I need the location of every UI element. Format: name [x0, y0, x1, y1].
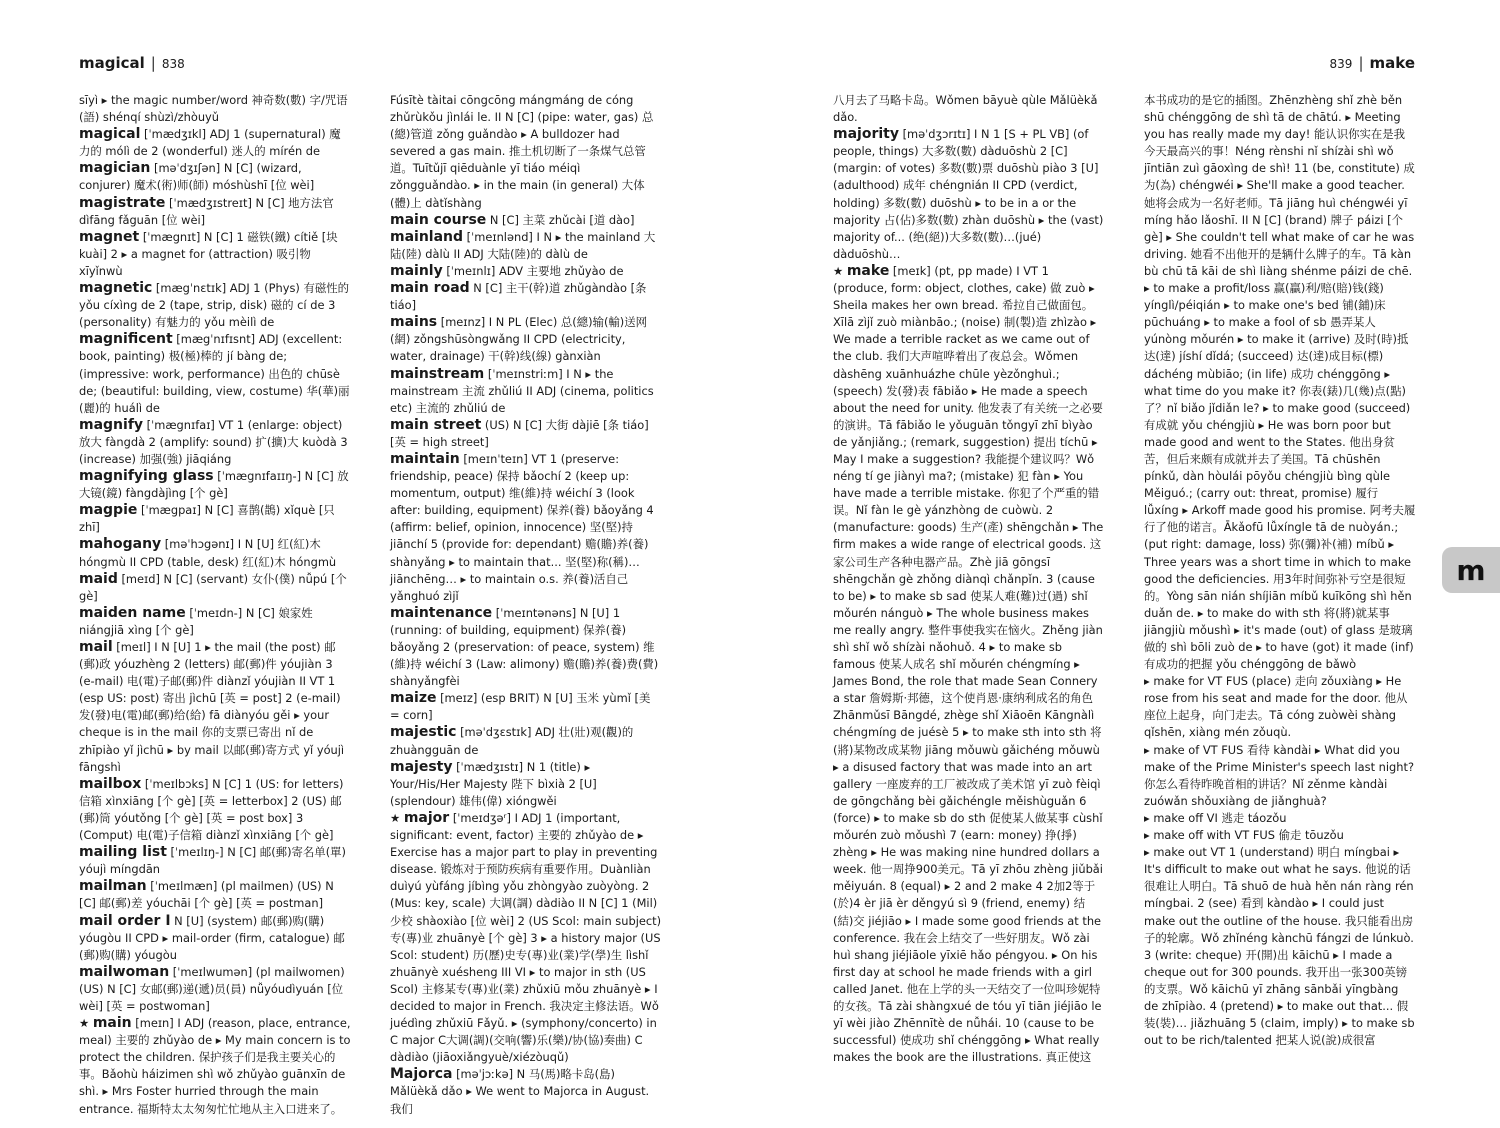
dictionary-entry: Majorca [məˈjɔːkə] N 马(馬)略卡岛(島) Mǎlüèkǎ dǎo ▸ We went to Majorca in August. 我们 [390, 1066, 650, 1116]
dictionary-entry: mailing list [ˈmeɪlɪŋ-] N [C] 邮(郵)寄名单(單) yóujì míngdān [79, 844, 346, 877]
dictionary-entry: magpie [ˈmægpaɪ] N [C] 喜鹊(鵲) xǐquè [只 zhī] [79, 502, 335, 535]
column-3 [833, 92, 1105, 1102]
column-1 [79, 92, 351, 1116]
dictionary-entry: ▸ make off VI 逃走 táozǒu [1144, 810, 1287, 825]
header-separator: | [150, 54, 156, 72]
dictionary-entry: mainland [ˈmeɪnlənd] I N ▸ the mainland 大陆(陸) dàlù II ADJ 大陆(陸)的 dàlù de [390, 228, 656, 261]
dictionary-entry: ▸ make off with VT FUS 偷走 tōuzǒu [1144, 828, 1344, 843]
letter-thumb-tab: m [1442, 547, 1500, 593]
dictionary-entry: majesty [ˈmædʒɪstɪ] N 1 (title) ▸ Your/His/Her Majesty 陛下 bìxià 2 [U] (splendour) 雄伟(偉) xióngwěi [390, 758, 597, 808]
dictionary-entry: maintain [meɪnˈteɪn] VT 1 (preserve: friendship, peace) 保持 bǎochí 2 (keep up: momentum, output) 维(維)持 wéichí 3 (look after: building, equipment) 保养(養) bǎoyǎng 4 (affirm: belief, opinion, innocence) 坚(堅)持 jiānchí 5 (provide for: dependant) 赡(贍)养(養) shànyǎng ▸ to maintain that... 坚(堅)称(稱)… jiānchēng… ▸ to maintain o.s. 养(養)活自己 yǎnghuó zìjǐ [390, 450, 654, 603]
right-page [750, 0, 1500, 1128]
page-number: 839 [1329, 57, 1353, 71]
dictionary-entry: magnify [ˈmægnɪfaɪ] VT 1 (enlarge: object) 放大 fàngdà 2 (amplify: sound) 扩(擴)大 kuòdà 3 (increase) 加强(強) jiāqiáng [79, 416, 348, 466]
dictionary-entry: mail [meɪl] I N [U] 1 ▸ the mail (the post) 邮(郵)政 yóuzhèng 2 (letters) 邮(郵)件 yóujiàn 3 (e-mail) 电(電)子邮(郵)件 diànzǐ yóujiàn II VT 1 (esp US: post) 寄出 jìchū [英 = post] 2 (e-mail) 发(發)电(電)邮(郵)给(給) fā diànyóu gěi ▸ your cheque is in the mail 你的支票已寄出 nǐ de zhīpiào yǐ jìchū ▸ by mail 以邮(郵)寄方式 yǐ yóujì fāngshì [79, 639, 345, 774]
dictionary-entry: ★ major [ˈmeɪdʒəʳ] I ADJ 1 (important, significant: event, factor) 主要的 zhǔyào de ▸ Exercise has a major part to play in preventing disease. 锻炼对于预防疾病有重要作用。Duànliàn duìyú yùfáng jíbìng yǒu zhòngyào zuòyòng. 2 (Mus: key, scale) 大调(調) dàdiào II N [C] 1 (Mil) 少校 shàoxiào [位 wèi] 2 (US Scol: main subject) 专(專)业 zhuānyè [个 gè] 3 ▸ a history major (US Scol: student) 历(歷)史专(專)业(業)学(學)生 lìshǐ zhuānyè xuésheng III VI ▸ to major in sth (US Scol) 主修某专(專)业(業) zhǔxiū mǒu zhuānyè ▸ I decided to major in French. 我决定主修法语。Wǒ juédìng zhǔxiū Fǎyǔ. ▸ (symphony/concerto) in C major C大调(調)(交响(響)乐(樂)/协(協)奏曲) C dàdiào (jiāoxiǎngyuè/xiézòuqǔ) [390, 809, 662, 1065]
guide-word: make [1369, 54, 1415, 72]
dictionary-entry: mains [meɪnz] I N PL (Elec) 总(總)输(輸)送网(網) zǒngshūsòngwǎng II CPD (electricity, water, drainage) 干(幹)线(線) gànxiàn [390, 314, 648, 364]
dictionary-entry: 本书成功的是它的插图。Zhēnzhèng shǐ zhè běn shū chénggōng de shì tā de chātú. ▸ Meeting you has really made my day! 能认识你实在是我今天最高兴的事！Néng rènshi nǐ shízài shì wǒ jīntiān zuì gāoxìng de shì! 11 (be, constitute) 成为(為) chéngwéi ▸ She'll make a good teacher. 她将会成为一名好老师。Tā jiāng huì chéngwéi yī míng hǎo lǎoshī. II N [C] (brand) 牌子 páizi [个 gè] ▸ She couldn't tell what make of car he was driving. 她看不出他开的是辆什么牌子的车。Tā kàn bù chū tā kāi de shì liàng shénme páizi de chē. ▸ to make a profit/loss 赢(贏)利/赔(賠)钱(錢) yínglì/péiqián ▸ to make one's bed 铺(鋪)床 pūchuáng ▸ to make a fool of sb 愚弄某人 yúnòng mǒurén ▸ to make it (arrive) 及时(時)抵达(達) jíshí dǐdá; (succeed) 达(達)成目标(標) dáchéng mùbiāo; (in life) 成功 chénggōng ▸ what time do you make it? 你表(錶)几(幾)点(點)了？nǐ biǎo jǐdiǎn le? ▸ to make good (succeed) 有成就 yǒu chéngjiù ▸ He was born poor but made good and went to the States. 他出身贫苦，但后来颇有成就并去了美国。Tā chūshēn pínkǔ, dàn hòulái pōyǒu chéngjiù bìng qùle Měiguó.; (carry out: threat, promise) 履行 lǚxíng ▸ Arkoff made good his promise. 阿考夫履行了他的诺言。Ākǎofū lǚxíngle tā de nuòyán.; (put right: damage, loss) 弥(彌)补(補) míbǔ ▸ Three years was a short time in which to make good the deficiencies. 用3年时间弥补亏空是很短的。Yòng sān nián shíjiān míbǔ kuīkōng shì hěn duǎn de. ▸ to make do with sth 将(將)就某事 jiāngjiù mǒushì ▸ it's made (out) of glass 是玻璃做的 shì bōli zuò de ▸ to have (got) it made (inf) 有成功的把握 yǒu chénggōng de bǎwò [1144, 93, 1416, 672]
dictionary-entry: mainly [ˈmeɪnlɪ] ADV 主要地 zhǔyào de [390, 262, 624, 279]
dictionary-entry: ★ make [meɪk] (pt, pp made) I VT 1 (produce, form: object, clothes, cake) 做 zuò ▸ Sheila makes her own bread. 希拉自己做面包。Xīlā zìjǐ zuò miànbāo.; (noise) 制(製)造 zhìzào ▸ We made a terrible racket as we came out of the club. 我们大声喧哗着出了夜总会。Wǒmen dàshēng xuānhuázhe chūle yèzǒnghuì.; (speech) 发(發)表 fābiǎo ▸ He made a speech about the need for unity. 他发表了有关统一之必要的演讲。Tā fābiǎo le yǒuguān tǒngyī zhī bìyào de yǎnjiǎng.; (remark, suggestion) 提出 tíchū ▸ May I make a suggestion? 我能提个建议吗？Wǒ néng tí ge jiànyì ma?; (mistake) 犯 fàn ▸ You have made a terrible mistake. 你犯了个严重的错误。Nǐ fàn le gè yánzhòng de cuòwù. 2 (manufacture: goods) 生产(產) shēngchǎn ▸ The firm makes a wide range of electrical goods. 这家公司生产各种电器产品。Zhè jiā gōngsī shēngchǎn gè zhǒng diànqì chǎnpǐn. 3 (cause to be) ▸ to make sb sad 使某人难(難)过(過) shǐ mǒurén nánguò ▸ The whole business makes me really angry. 整件事使我实在恼火。Zhěng jiàn shì shǐ wǒ shízài nǎohuǒ. 4 ▸ to make sb famous 使某人成名 shǐ mǒurén chéngmíng ▸ James Bond, the role that made Sean Connery a star 詹姆斯·邦德，这个使肖恩·康纳利成名的角色 Zhānmǔsī Bāngdé, zhège shǐ Xiāoēn Kāngnàlì chéngmíng de juésè 5 ▸ to make sth into sth 将(將)某物改成某物 jiāng mǒuwù gǎichéng mǒuwù ▸ a disused factory that was made into an art gallery 一座废弃的工厂被改成了美术馆 yī zuò fèiqì de gōngchǎng bèi gǎichéngle měishùguǎn 6 (force) ▸ to make sb do sth 促使某人做某事 cùshǐ mǒurén zuò mǒushì 7 (earn: money) 挣(掙) zhèng ▸ He was making nine hundred dollars a week. 他一周挣900美元。Tā yī zhōu zhèng jiǔbǎi měiyuán. 8 (equal) ▸ 2 and 2 make 4 2加2等于(於)4 èr jiā èr děngyú sì 9 (friend, enemy) 结(結)交 jiéjiāo ▸ I made some good friends at the conference. 我在会上结交了一些好朋友。Wǒ zài huì shang jiéjiāole yīxiē hǎo péngyou. ▸ On his first day at school he made friends with a girl called Janet. 他在上学的头一天结交了一位叫珍妮特的女孩。Tā zài shàngxué de tóu yī tiān jiéjiāo le yī wèi jiào Zhēnnītè de nǚhái. 10 (cause to be successful) 使成功 shǐ chénggōng ▸ What really makes the book are the illustrations. 真正使这 [833, 262, 1104, 1065]
dictionary-entry: magnifying glass [ˈmægnɪfaɪɪŋ-] N [C] 放大镜(鏡) fàngdàjìng [个 gè] [79, 468, 349, 501]
dictionary-entry: magical [ˈmædʒɪkl] ADJ 1 (supernatural) 魔力的 mólì de 2 (wonderful) 迷人的 mírén de [79, 126, 341, 159]
page-header-left [79, 54, 185, 72]
page-header-right [1330, 54, 1415, 72]
dictionary-entry: magistrate [ˈmædʒɪstreɪt] N [C] 地方法官 dìfāng fǎguān [位 wèi] [79, 194, 334, 227]
column-2 [390, 92, 662, 1116]
dictionary-entry: magnetic [mægˈnɛtɪk] ADJ 1 (Phys) 有磁性的 yǒu cíxìng de 2 (tape, strip, disk) 磁的 cí de 3 (personality) 有魅力的 yǒu mèilì de [79, 280, 350, 330]
dictionary-entry: mail order I N [U] (system) 邮(郵)购(購) yóugòu II CPD ▸ mail-order (firm, catalogue) 邮(郵)购(購) yóugòu [79, 912, 345, 962]
guide-word: magical [79, 54, 145, 72]
dictionary-entry: mailman [ˈmeɪlmæn] (pl mailmen) (US) N [C] 邮(郵)差 yóuchāi [个 gè] [英 = postman] [79, 878, 334, 911]
dictionary-entry: majority [məˈdʒɔrɪtɪ] I N 1 [S + PL VB] (of people, things) 大多数(數) dàduōshù 2 [C] (margin: of votes) 多数(數)票 duōshù piào 3 [U] (adulthood) 成年 chéngnián II CPD (verdict, holding) 多数(數) duōshù ▸ to be in a or the majority 占(佔)多数(數) zhàn duōshù ▸ the (vast) majority of... (绝(絕))大多数(數)…(jué) dàduōshù… [833, 126, 1104, 261]
dictionary-entry: main road N [C] 主干(幹)道 zhǔgàndào [条 tiáo] [390, 280, 647, 313]
header-separator: | [1358, 54, 1364, 72]
dictionary-entry: 八月去了马略卡岛。Wǒmen bāyuè qùle Mǎlüèkǎ dǎo. [833, 93, 1098, 125]
dictionary-entry: maid [meɪd] N [C] (servant) 女仆(僕) nǚpú [个 gè] [79, 570, 347, 603]
dictionary-entry: magnet [ˈmægnɪt] N [C] 1 磁铁(鐵) cítiě [块 kuài] 2 ▸ a magnet for (attraction) 吸引物 xīyǐnwù [79, 228, 338, 278]
dictionary-entry: majestic [məˈdʒɛstɪk] ADJ 壮(壯)观(觀)的 zhuàngguān de [390, 724, 634, 757]
dictionary-entry: ▸ make out VT 1 (understand) 明白 míngbai ▸ It's difficult to make out what he says. 他说的话很难让人明白。Tā shuō de huà hěn nán ràng rén míngbai. 2 (see) 看到 kàndào ▸ I could just make out the outline of the house. 我只能看出房子的轮廓。Wǒ zhǐnéng kànchū fángzi de lúnkuò. 3 (write: cheque) 开(開)出 kāichū ▸ I made a cheque out for 300 pounds. 我开出一张300英镑的支票。Wǒ kāichū yī zhāng sānbǎi yīngbàng de zhīpiào. 4 (pretend) ▸ to make out that... 假装(裝)… jiǎzhuāng 5 (claim, imply) ▸ to make sb out to be rich/talented 把某人说(說)成很富 [1144, 845, 1415, 1048]
page-number: 838 [161, 57, 185, 71]
dictionary-entry: sīyì ▸ the magic number/word 神奇数(數) 字/咒语(語) shénqí shùzì/zhòuyǔ [79, 93, 348, 125]
dictionary-entry: mahogany [məˈhɔgənɪ] I N [U] 红(紅)木 hóngmù II CPD (table, desk) 红(紅)木 hóngmù [79, 536, 337, 569]
column-4 [1144, 92, 1416, 1102]
dictionary-entry: mailbox [ˈmeɪlbɔks] N [C] 1 (US: for letters) 信箱 xìnxiāng [个 gè] [英 = letterbox] 2 (US) 邮(郵)筒 yóutǒng [个 gè] [英 = post box] 3 (Comput) 电(電)子信箱 diànzǐ xìnxiāng [个 gè] [79, 775, 344, 843]
dictionary-entry: mailwoman [ˈmeɪlwumən] (pl mailwomen) (US) N [C] 女邮(郵)递(遞)员(員) nǚyóudìyuán [位 wèi] [英 = postwoman] [79, 963, 345, 1013]
dictionary-entry: magnificent [mægˈnɪfɪsnt] ADJ (excellent: book, painting) 极(極)棒的 jí bàng de; (impressive: work, performance) 出色的 chūsè de; (beautiful: building, view, costume) 华(華)丽(麗)的 huálì de [79, 331, 350, 415]
dictionary-entry: maize [meɪz] (esp BRIT) N [U] 玉米 yùmǐ [美 = corn] [390, 690, 651, 723]
dictionary-entry: ▸ make for VT FUS (place) 走向 zǒuxiàng ▸ He rose from his seat and made for the door. 他从座位上起身，向门走去。Tā cóng zuòwèi shàng qǐshēn, xiàng mén zǒuqù. [1144, 674, 1408, 740]
dictionary-entry: magician [məˈdʒɪʃən] N [C] (wizard, conjurer) 魔术(術)师(師) móshùshī [位 wèi] [79, 160, 315, 193]
dictionary-entry: ▸ make of VT FUS 看待 kàndài ▸ What did you make of the Prime Minister's speech last night? 你怎么看待昨晚首相的讲话？Nǐ zěnme kàndài zuówǎn shǒuxiàng de jiǎnghuà? [1144, 742, 1414, 808]
dictionary-entry: main course N [C] 主菜 zhǔcài [道 dào] [390, 211, 635, 228]
dictionary-entry: Fúsītè tàitai cōngcōng mángmáng de cóng zhǔrùkǒu jìnlái le. II N [C] (pipe: water, gas) 总(總)管道 zǒng guǎndào ▸ A bulldozer had severed a gas main. 推土机切断了一条煤气总管道。Tuītǔjī qiēduànle yī tiáo méiqì zǒngguǎndào. ▸ in the main (in general) 大体(體)上 dàtǐshàng [390, 93, 654, 210]
dictionary-entry: mainstream [ˈmeɪnstriːm] I N ▸ the mainstream 主流 zhǔliú II ADJ (cinema, politics etc) 主流的 zhǔliú de [390, 365, 654, 415]
dictionary-entry: maiden name [ˈmeɪdn-] N [C] 娘家姓 niángjiā xìng [个 gè] [79, 604, 313, 637]
dictionary-entry: main street (US) N [C] 大街 dàjiē [条 tiáo] [英 = high street] [390, 416, 649, 449]
dictionary-entry: ★ main [meɪn] I ADJ (reason, place, entrance, meal) 主要的 zhǔyào de ▸ My main concern is to protect the children. 保护孩子们是我主要关心的事。Bǎohù háizimen shì wǒ zhǔyào guānxīn de shì. ▸ Mrs Foster hurried through the main entrance. 福斯特太太匆匆忙忙地从主入口进来了。 [79, 1015, 351, 1116]
dictionary-entry: maintenance [ˈmeɪntənəns] N [U] 1 (running: of building, equipment) 保养(養) bǎoyǎng 2 (preservation: of peace, system) 维(維)持 wéichí 3 (Law: alimony) 赡(贍)养(養)费(費) shànyǎngfèi [390, 604, 659, 689]
